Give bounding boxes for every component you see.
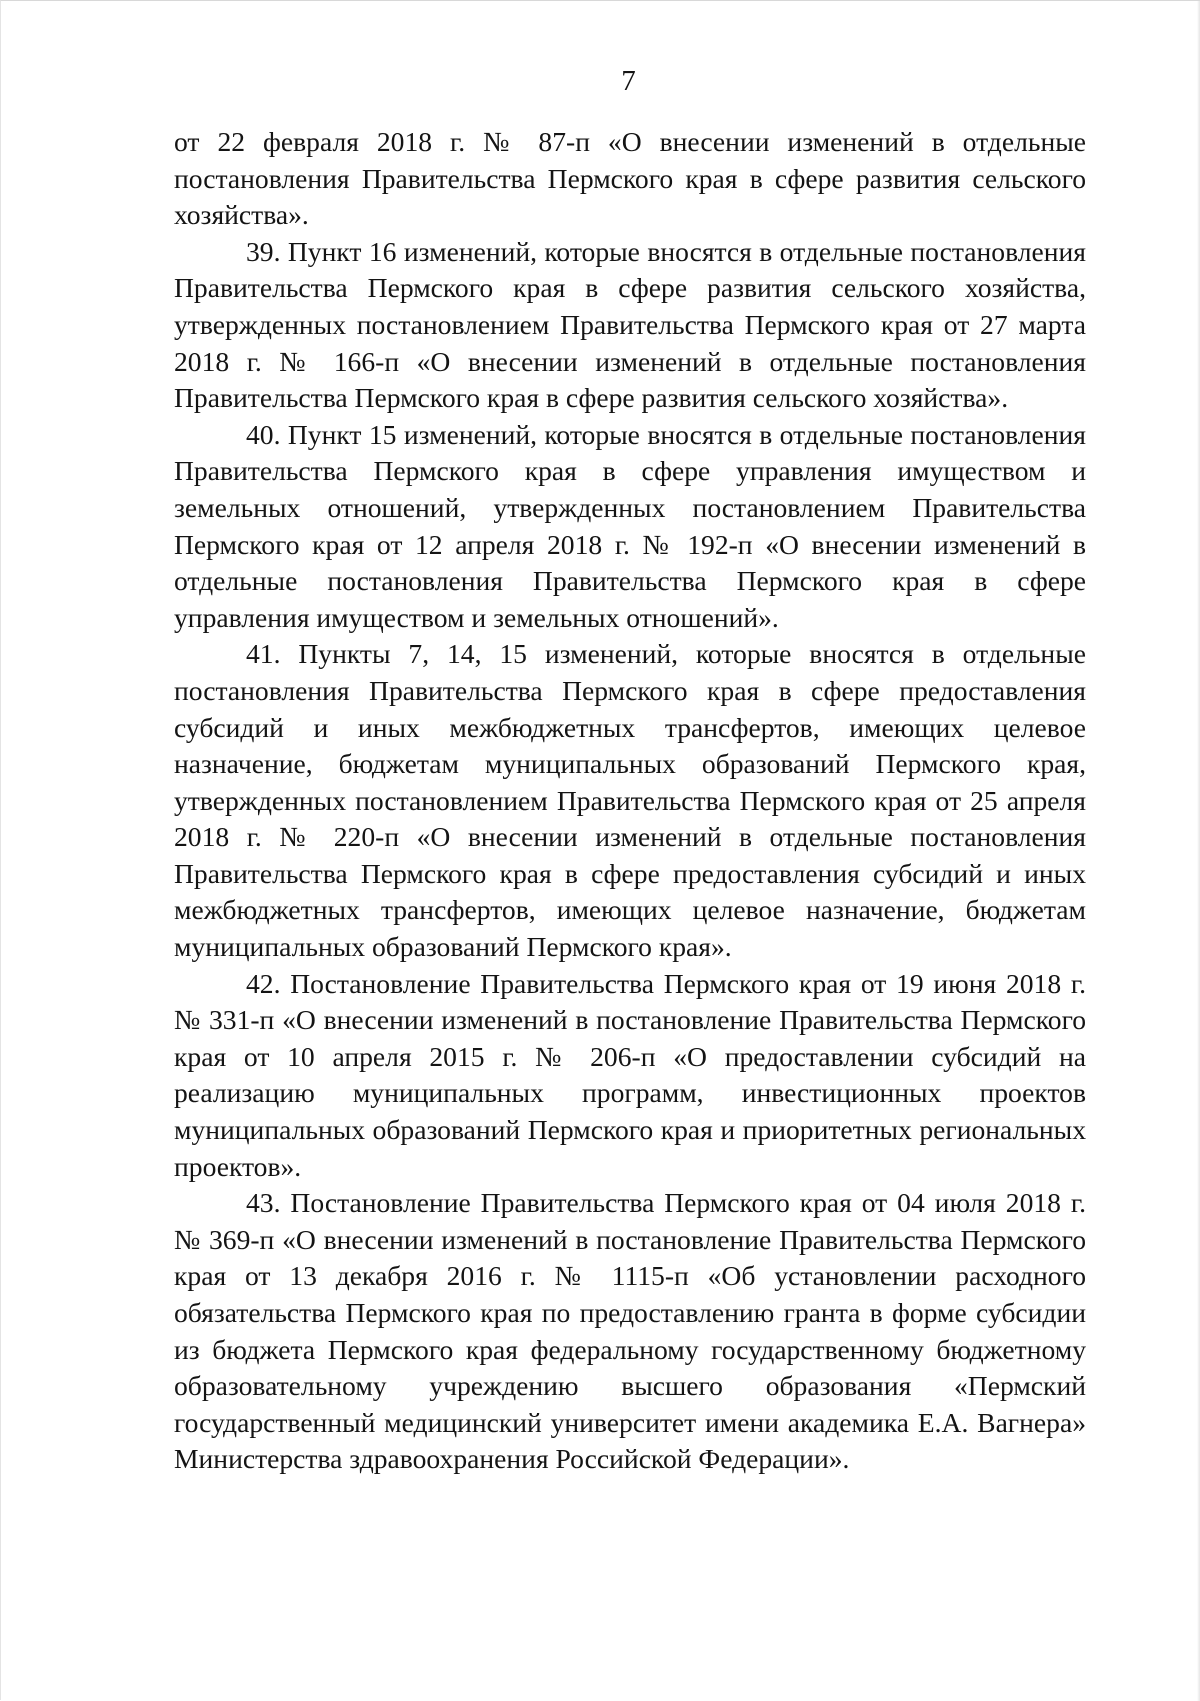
document-body	[174, 124, 1086, 1478]
paragraph-item-41: 41. Пункты 7, 14, 15 изменений, которые вносятся в отдельные постановления Правительства Пермского края в сфере предоставления субсидий и иных межбюджетных трансфертов, имеющих целевое назначение, бюджетам муниципальных образований Пермского края, утвержденных постановлением Правительства Пермского края от 25 апреля 2018 г. № 220-п «О внесении изменений в отдельные постановления Правительства Пермского края в сфере предоставления субсидий и иных межбюджетных трансфертов, имеющих целевое назначение, бюджетам муниципальных образований Пермского края».	[174, 638, 1086, 963]
paragraph-item-39: 39. Пункт 16 изменений, которые вносятся в отдельные постановления Правительства Пермского края в сфере развития сельского хозяйства, утвержденных постановлением Правительства Пермского края от 27 марта 2018 г. № 166-п «О внесении изменений в отдельные постановления Правительства Пермского края в сфере развития сельского хозяйства».	[174, 235, 1086, 414]
paragraph-item-43: 43. Постановление Правительства Пермского края от 04 июля 2018 г. № 369-п «О внесении изменений в постановление Правительства Пермского края от 13 декабря 2016 г. № 1115-п «Об установлении расходного обязательства Пермского края по предоставлению гранта в форме субсидии из бюджета Пермского края федеральному государственному бюджетному образовательному учреждению высшего образования «Пермский государственный медицинский университет имени академика Е.А. Вагнера» Министерства здравоохранения Российской Федерации».	[174, 1187, 1086, 1475]
paragraph-item-40: 40. Пункт 15 изменений, которые вносятся в отдельные постановления Правительства Пермского края в сфере управления имуществом и земельных отношений, утвержденных постановлением Правительства Пермского края от 12 апреля 2018 г. № 192-п «О внесении изменений в отдельные постановления Правительства Пермского края в сфере управления имуществом и земельных отношений».	[174, 418, 1086, 633]
paragraph-item-42: 42. Постановление Правительства Пермского края от 19 июня 2018 г. № 331-п «О внесении изменений в постановление Правительства Пермского края от 10 апреля 2015 г. № 206-п «О предоставлении субсидий на реализацию муниципальных программ, инвестиционных проектов муниципальных образований Пермского края и приоритетных региональных проектов».	[174, 967, 1086, 1182]
page-number: 7	[621, 65, 636, 97]
paragraph-continuation: от 22 февраля 2018 г. № 87-п «О внесении изменений в отдельные постановления Правительства Пермского края в сфере развития сельского хозяйства».	[174, 126, 1086, 231]
